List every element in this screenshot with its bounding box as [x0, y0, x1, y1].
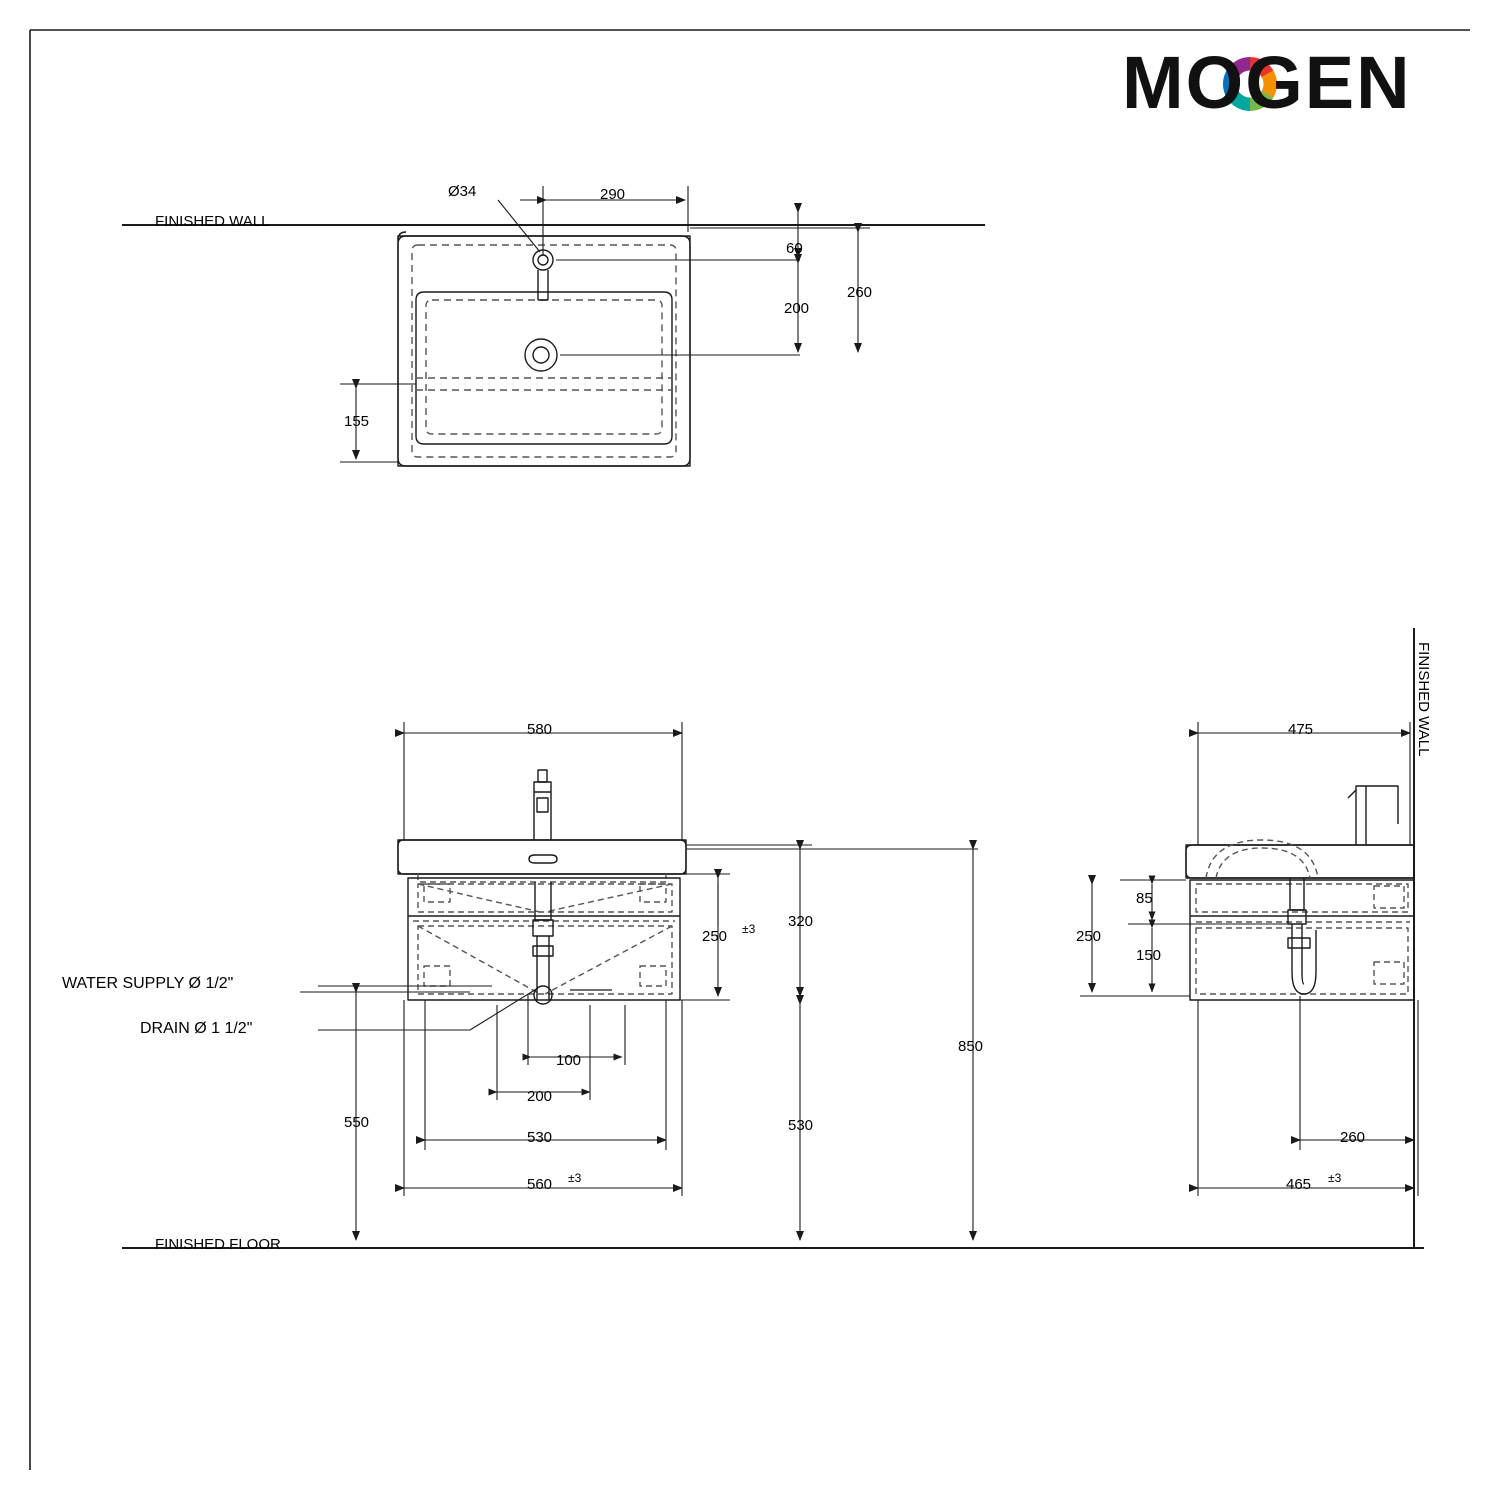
- dim-top-155: 155: [344, 413, 370, 430]
- dim-side-465-tolerance: ±3: [1328, 1171, 1342, 1185]
- dim-front-320: 320: [788, 913, 814, 930]
- dim-front-200: 200: [527, 1088, 553, 1105]
- label-drain: DRAIN Ø 1 1/2": [140, 1020, 253, 1037]
- label-water-supply: WATER SUPPLY Ø 1/2": [62, 975, 234, 992]
- dim-top-290: 290: [600, 186, 626, 203]
- sheet-border: [30, 30, 1470, 1470]
- dim-front-580: 580: [527, 721, 553, 738]
- label-finished-floor: FINISHED FLOOR: [155, 1236, 281, 1253]
- logo-wordmark: MOGEN: [1122, 41, 1412, 124]
- dim-front-530-cabinet: 530: [527, 1129, 553, 1146]
- dim-front-250-tolerance: ±3: [742, 922, 756, 936]
- dim-front-850: 850: [958, 1038, 984, 1055]
- top-view-basin: [122, 225, 985, 466]
- dim-top-60: 60: [786, 240, 803, 257]
- dim-front-560: 560: [527, 1176, 553, 1193]
- side-view-dimensions: [1080, 722, 1418, 1196]
- dim-front-100: 100: [556, 1052, 582, 1069]
- front-view-dimensions: [300, 722, 978, 1240]
- dim-side-85: 85: [1136, 890, 1153, 907]
- dim-front-530-height: 530: [788, 1117, 814, 1134]
- dim-top-260: 260: [847, 284, 873, 301]
- dim-side-250: 250: [1076, 928, 1102, 945]
- dim-front-250: 250: [702, 928, 728, 945]
- dim-side-475: 475: [1288, 721, 1314, 738]
- dim-front-560-tolerance: ±3: [568, 1171, 582, 1185]
- label-faucet-hole-diameter: Ø34: [448, 183, 477, 200]
- front-view-vanity: [398, 770, 686, 1004]
- label-finished-wall: FINISHED WALL: [155, 213, 270, 230]
- dim-side-260: 260: [1340, 1129, 1366, 1146]
- label-finished-wall-right: FINISHED WALL: [1415, 642, 1432, 757]
- dim-side-465: 465: [1286, 1176, 1312, 1193]
- top-view-dimensions: [340, 186, 873, 462]
- dim-top-200: 200: [784, 300, 810, 317]
- dim-side-150: 150: [1136, 947, 1162, 964]
- dim-front-550: 550: [344, 1114, 370, 1131]
